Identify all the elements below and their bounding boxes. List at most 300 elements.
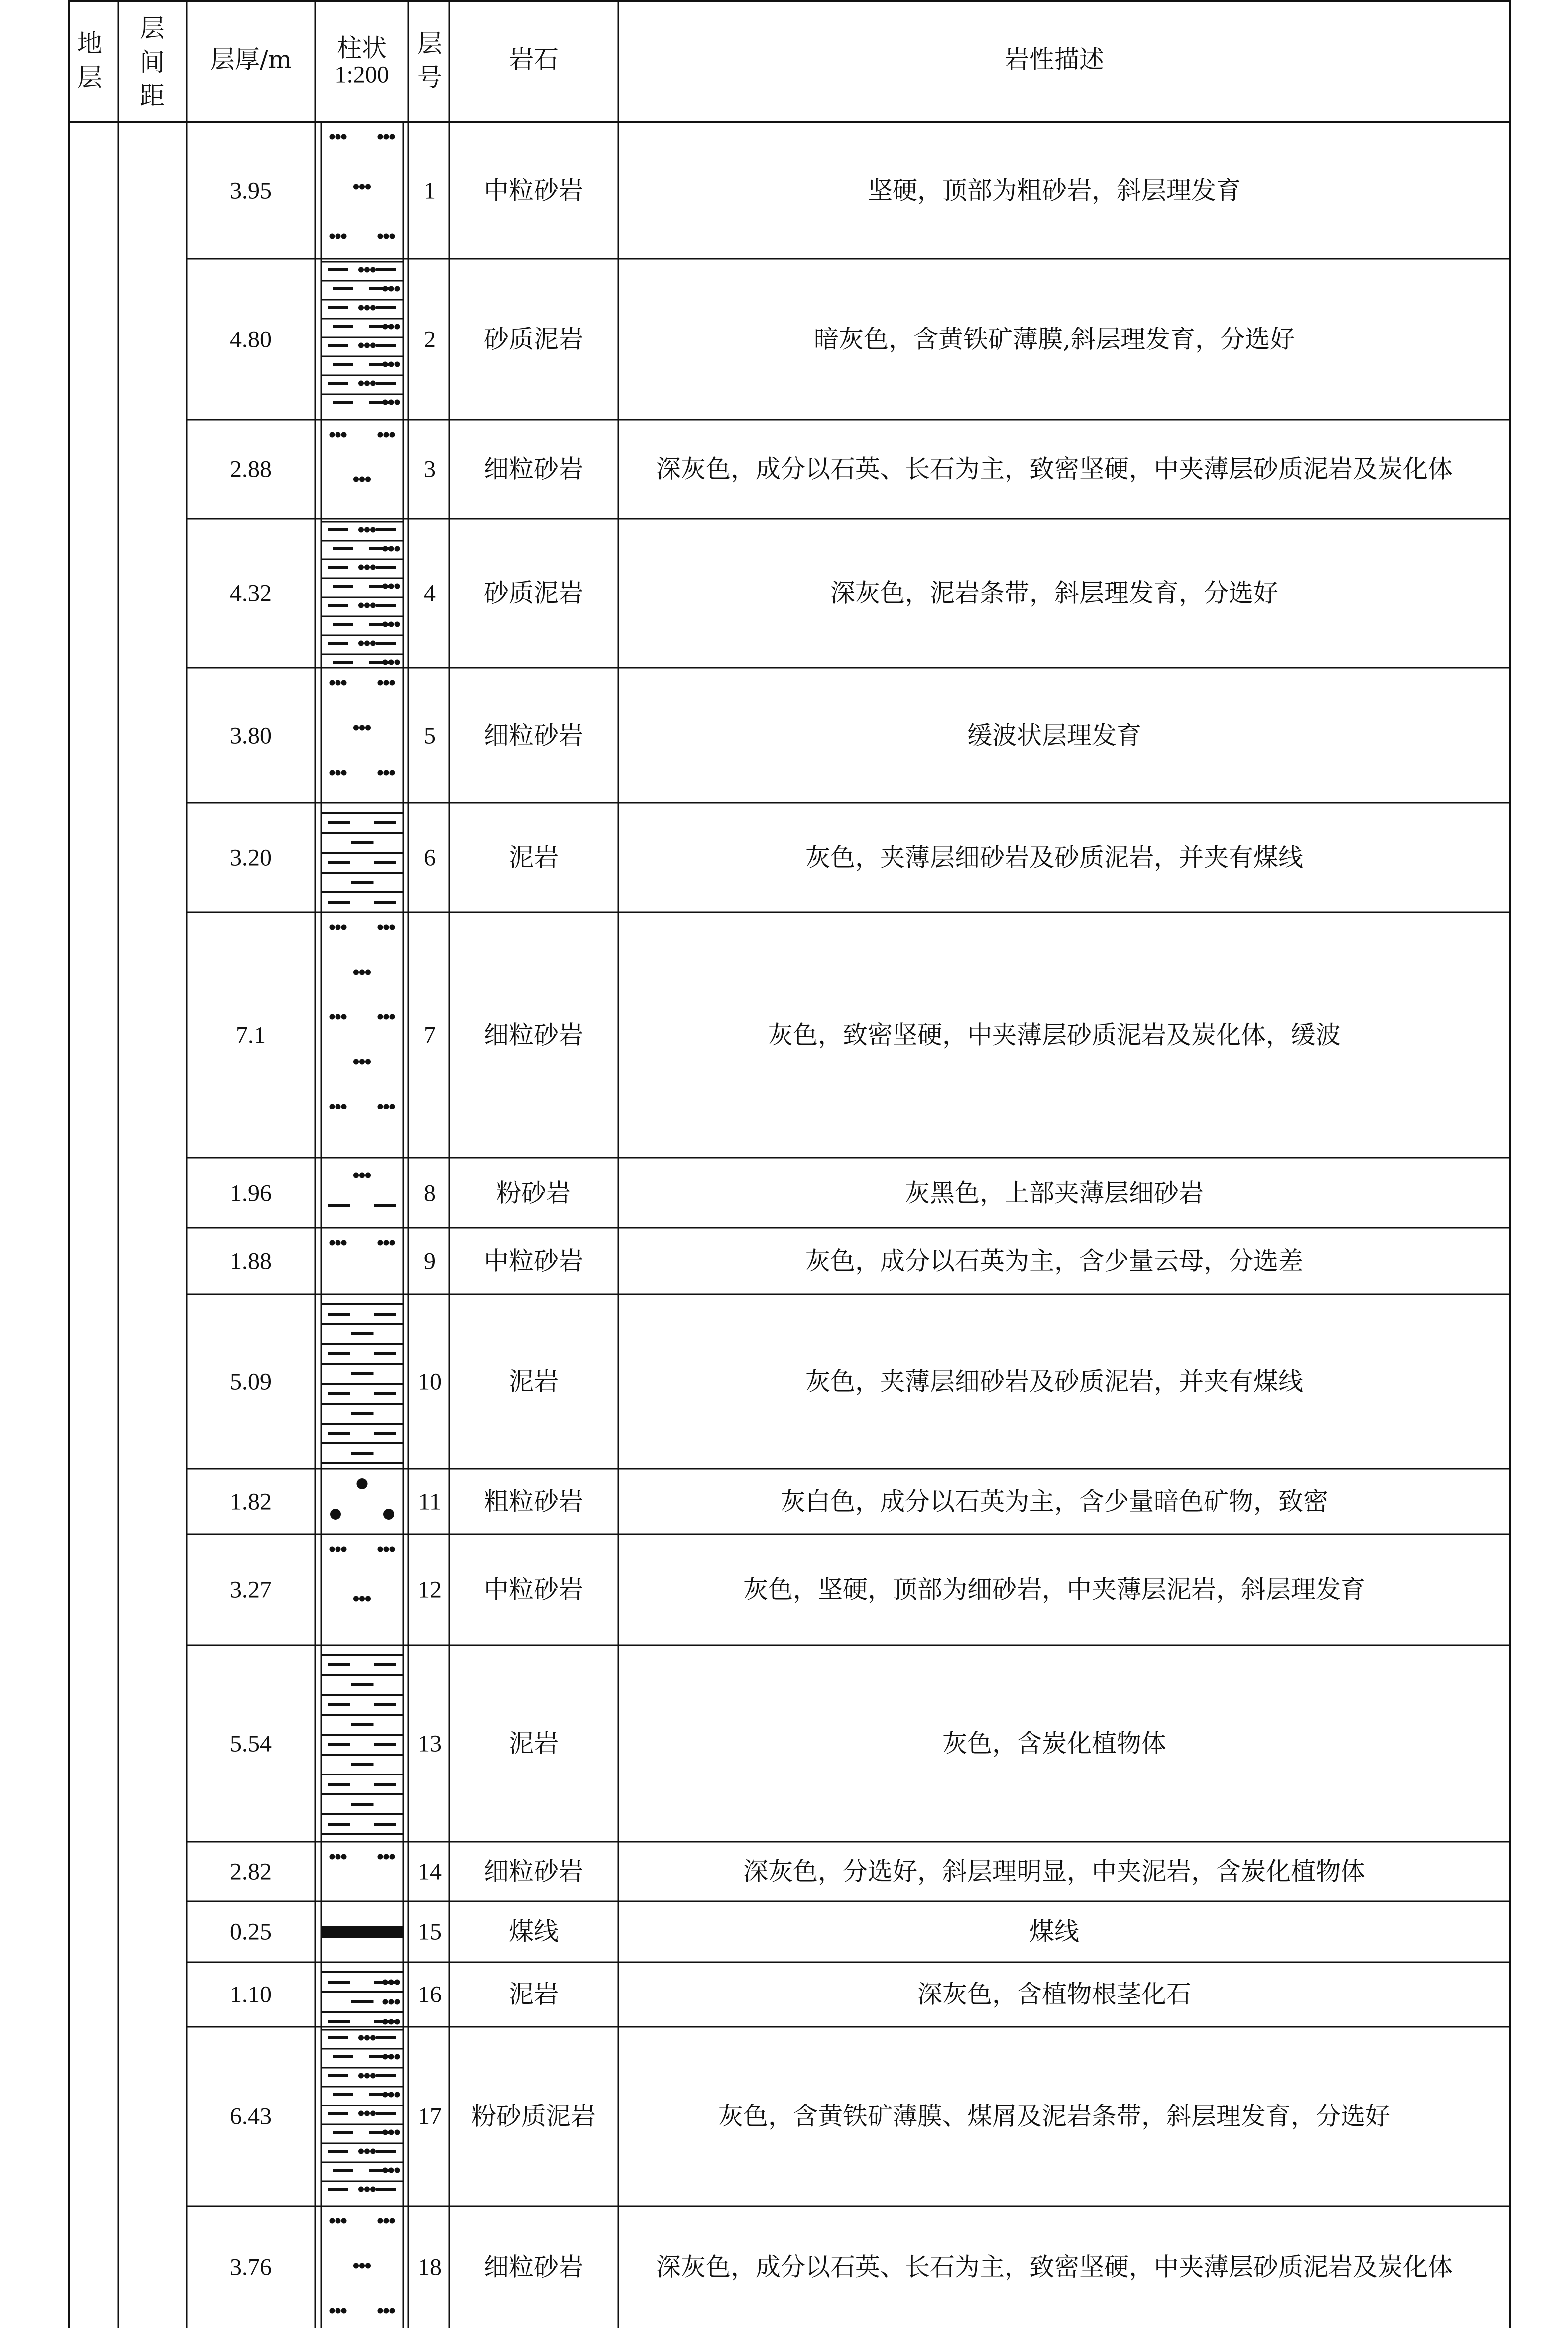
pattern-silty-mudstone-17: [383, 2054, 388, 2060]
cell-description: 灰色，含炭化植物体: [942, 1728, 1166, 1758]
pattern-mudstone-10: [374, 1432, 396, 1435]
cell-thickness: 1.88: [230, 1247, 272, 1274]
cell-rock: 泥岩: [509, 1980, 559, 2009]
pattern-silty-mudstone-17: [376, 2036, 396, 2039]
cell-rock: 粉砂质泥岩: [471, 2102, 596, 2131]
pattern-siltstone-8: [365, 1173, 371, 1178]
pattern-fine-sandstone-3: [359, 477, 365, 482]
pattern-sandy-mudstone-b-4: [328, 642, 348, 645]
pattern-coarse-sandstone-11: [330, 1509, 341, 1520]
pattern-sandy-mudstone-2: [358, 267, 364, 273]
pattern-fine-sandstone-18: [341, 2308, 347, 2314]
pattern-sandy-mudstone-2: [333, 325, 353, 328]
pattern-silty-mudstone-17: [328, 2074, 348, 2077]
pattern-silty-mudstone-17: [376, 2188, 396, 2191]
pattern-sandy-mudstone-2: [376, 268, 396, 271]
pattern-sandy-mudstone-b-4: [376, 604, 396, 607]
pattern-fine-sandstone-7: [390, 1104, 395, 1109]
pattern-fine-sandstone-18: [365, 2263, 371, 2269]
cell-layer-no: 4: [424, 580, 436, 607]
cell-rock: 煤线: [509, 1917, 559, 1946]
pattern-silty-mudstone-17: [370, 2035, 376, 2041]
cell-thickness: 1.82: [230, 1488, 272, 1515]
header-column: 柱状: [337, 33, 387, 63]
pattern-silty-mudstone-17: [376, 2112, 396, 2115]
pattern-fine-sandstone-5: [384, 680, 389, 686]
cell-description: 灰色，成分以石英为主，含少量云母，分选差: [805, 1246, 1303, 1275]
pattern-fine-sandstone-7: [330, 925, 335, 930]
pattern-sandy-mudstone-2: [358, 343, 364, 348]
cell-layer-no: 7: [424, 1021, 436, 1048]
pattern-silty-mudstone-17: [333, 2055, 353, 2058]
pattern-medium-sandstone-1: [353, 184, 359, 190]
pattern-fine-sandstone-3: [365, 477, 371, 482]
pattern-sandy-mudstone-b-4: [370, 527, 376, 533]
pattern-silty-mudstone-17: [395, 2054, 400, 2060]
pattern-fine-sandstone-7: [353, 970, 359, 975]
pattern-fine-sandstone-18: [378, 2308, 383, 2314]
pattern-fine-sandstone-7: [384, 1104, 389, 1109]
pattern-mudstone-dotted-16: [351, 2000, 374, 2003]
pattern-fine-sandstone-7: [341, 925, 347, 930]
pattern-medium-sandstone-1: [384, 134, 389, 140]
pattern-fine-sandstone-7: [330, 1014, 335, 1020]
pattern-sandy-mudstone-b-4: [358, 527, 364, 533]
pattern-mudstone-13: [374, 1783, 396, 1786]
pattern-medium-sandstone-12: [359, 1596, 365, 1602]
cell-layer-no: 18: [418, 2253, 442, 2280]
cell-layer-no: 5: [424, 722, 436, 749]
cell-description: 灰白色，成分以石英为主，含少量暗色矿物，致密: [781, 1486, 1328, 1516]
pattern-sandy-mudstone-2: [364, 305, 370, 311]
pattern-mudstone-dotted-16: [389, 1980, 394, 1985]
pattern-silty-mudstone-17: [328, 2188, 348, 2191]
pattern-fine-sandstone-5: [359, 725, 365, 731]
pattern-fine-sandstone-3: [341, 432, 347, 438]
pattern-mudstone-10: [351, 1452, 374, 1455]
cell-rock: 粗粒砂岩: [484, 1486, 583, 1516]
pattern-sandy-mudstone-2: [328, 344, 348, 347]
pattern-silty-mudstone-17: [376, 2150, 396, 2153]
cell-thickness: 1.10: [230, 1981, 272, 2008]
pattern-fine-sandstone-18: [330, 2218, 335, 2224]
pattern-fine-sandstone-7: [384, 1014, 389, 1020]
pattern-sandy-mudstone-2: [328, 306, 348, 309]
pattern-silty-mudstone-17: [383, 2130, 388, 2135]
cell-layer-no: 10: [418, 1368, 442, 1395]
pattern-silty-mudstone-17: [328, 2112, 348, 2115]
cell-thickness: 2.82: [230, 1858, 272, 1885]
pattern-fine-sandstone-3: [378, 432, 383, 438]
pattern-silty-mudstone-17: [389, 2130, 394, 2135]
cell-layer-no: 15: [418, 1918, 442, 1945]
pattern-sandy-mudstone-2: [328, 382, 348, 385]
pattern-medium-sandstone-12: [336, 1547, 341, 1552]
pattern-sandy-mudstone-2: [376, 306, 396, 309]
cell-layer-no: 17: [418, 2103, 442, 2130]
cell-description: 深灰色，分选好，斜层理明显，中夹泥岩，含炭化植物体: [743, 1857, 1365, 1886]
pattern-mudstone-6: [351, 881, 374, 884]
pattern-fine-sandstone-18: [336, 2218, 341, 2224]
pattern-sandy-mudstone-b-4: [389, 660, 394, 665]
header-description: 岩性描述: [1005, 45, 1104, 74]
cell-description: 煤线: [1029, 1917, 1079, 1946]
pattern-sandy-mudstone-b-4: [358, 603, 364, 608]
pattern-coal-15: [321, 1926, 403, 1938]
pattern-medium-sandstone-12: [390, 1547, 395, 1552]
pattern-fine-sandstone-3: [336, 432, 341, 438]
pattern-fine-sandstone-5: [341, 770, 347, 776]
pattern-silty-mudstone-17: [389, 2168, 394, 2173]
cell-description: 灰色，夹薄层细砂岩及砂质泥岩，并夹有煤线: [805, 1366, 1303, 1396]
cell-thickness: 3.95: [230, 177, 272, 204]
pattern-silty-mudstone-17: [364, 2111, 370, 2116]
pattern-mudstone-13: [351, 1763, 374, 1766]
pattern-fine-sandstone-7: [330, 1104, 335, 1109]
pattern-sandy-mudstone-b-4: [395, 584, 400, 589]
pattern-siltstone-8: [359, 1173, 365, 1178]
pattern-mudstone-6: [374, 901, 396, 904]
cell-description: 深灰色，含植物根茎化石: [917, 1980, 1191, 2009]
pattern-mudstone-dotted-16: [383, 1980, 388, 1985]
pattern-silty-mudstone-17: [383, 2092, 388, 2098]
cell-description: 灰黑色，上部夹薄层细砂岩: [905, 1178, 1204, 1207]
cell-rock: 砂质泥岩: [484, 324, 583, 353]
pattern-fine-sandstone-18: [353, 2263, 359, 2269]
pattern-mudstone-13: [328, 1823, 350, 1826]
pattern-silty-mudstone-17: [383, 2168, 388, 2173]
pattern-mudstone-10: [351, 1332, 374, 1335]
pattern-mudstone-6: [374, 821, 396, 824]
pattern-medium-sandstone-12: [378, 1547, 383, 1552]
pattern-medium-sandstone-1: [341, 234, 347, 239]
cell-rock: 泥岩: [509, 1366, 559, 1396]
pattern-sandy-mudstone-2: [333, 401, 353, 404]
cell-rock: 粉砂岩: [496, 1178, 571, 1207]
pattern-fine-sandstone-5: [390, 770, 395, 776]
pattern-medium-sandstone-1: [384, 234, 389, 239]
pattern-sandy-mudstone-2: [370, 343, 376, 348]
pattern-fine-sandstone-5: [384, 770, 389, 776]
pattern-fine-sandstone-7: [336, 1104, 341, 1109]
pattern-fine-sandstone-3: [353, 477, 359, 482]
pattern-mudstone-13: [374, 1703, 396, 1706]
pattern-fine-sandstone-18: [359, 2263, 365, 2269]
pattern-sandy-mudstone-2: [364, 343, 370, 348]
pattern-silty-mudstone-17: [370, 2187, 376, 2192]
pattern-sandy-mudstone-b-4: [370, 565, 376, 570]
pattern-fine-sandstone-18: [384, 2218, 389, 2224]
pattern-mudstone-dotted-16: [383, 1999, 388, 2005]
pattern-medium-sandstone-9: [330, 1240, 335, 1246]
pattern-mudstone-13: [351, 1723, 374, 1726]
pattern-sandy-mudstone-2: [364, 381, 370, 386]
pattern-coarse-sandstone-11: [383, 1509, 394, 1520]
pattern-medium-sandstone-9: [390, 1240, 395, 1246]
pattern-sandy-mudstone-b-4: [383, 546, 388, 552]
cell-rock: 中粒砂岩: [484, 175, 583, 205]
pattern-medium-sandstone-12: [353, 1596, 359, 1602]
pattern-sandy-mudstone-b-4: [389, 546, 394, 552]
cell-layer-no: 11: [418, 1488, 442, 1515]
pattern-fine-sandstone-7: [353, 1059, 359, 1065]
pattern-sandy-mudstone-2: [383, 324, 388, 330]
pattern-silty-mudstone-17: [364, 2035, 370, 2041]
pattern-fine-sandstone-14: [330, 1854, 335, 1860]
cell-thickness: 5.54: [230, 1730, 272, 1757]
pattern-sandy-mudstone-b-4: [376, 642, 396, 645]
pattern-mudstone-13: [328, 1663, 350, 1666]
pattern-fine-sandstone-18: [336, 2308, 341, 2314]
pattern-sandy-mudstone-2: [376, 344, 396, 347]
pattern-fine-sandstone-5: [365, 725, 371, 731]
pattern-fine-sandstone-5: [353, 725, 359, 731]
cell-description: 深灰色，成分以石英、长石为主，致密坚硬，中夹薄层砂质泥岩及炭化体: [656, 2252, 1453, 2281]
cell-description: 深灰色，泥岩条带，斜层理发育，分选好: [830, 578, 1278, 608]
pattern-mudstone-10: [328, 1352, 350, 1355]
cell-description: 灰色，含黄铁矿薄膜、煤屑及泥岩条带，斜层理发育，分选好: [718, 2102, 1390, 2131]
pattern-medium-sandstone-12: [341, 1547, 347, 1552]
pattern-silty-mudstone-17: [333, 2131, 353, 2134]
pattern-fine-sandstone-7: [390, 1014, 395, 1020]
pattern-sandy-mudstone-2: [389, 400, 394, 405]
pattern-fine-sandstone-7: [384, 925, 389, 930]
pattern-mudstone-dotted-16: [383, 2019, 388, 2025]
pattern-fine-sandstone-7: [378, 925, 383, 930]
header-rock: 岩石: [509, 45, 559, 74]
pattern-silty-mudstone-17: [395, 2130, 400, 2135]
pattern-fine-sandstone-18: [390, 2218, 395, 2224]
cell-rock: 泥岩: [509, 1728, 559, 1758]
pattern-sandy-mudstone-b-4: [395, 546, 400, 552]
pattern-medium-sandstone-1: [341, 134, 347, 140]
pattern-silty-mudstone-17: [370, 2111, 376, 2116]
cell-rock: 细粒砂岩: [484, 1020, 583, 1049]
cell-thickness: 0.25: [230, 1918, 272, 1945]
pattern-sandy-mudstone-2: [358, 381, 364, 386]
cell-rock: 细粒砂岩: [484, 1857, 583, 1886]
pattern-sandy-mudstone-b-4: [358, 565, 364, 570]
pattern-fine-sandstone-18: [390, 2308, 395, 2314]
pattern-silty-mudstone-17: [389, 2092, 394, 2098]
pattern-mudstone-10: [328, 1313, 350, 1316]
pattern-sandy-mudstone-b-4: [383, 660, 388, 665]
pattern-medium-sandstone-12: [384, 1547, 389, 1552]
pattern-medium-sandstone-1: [336, 234, 341, 239]
cell-thickness: 3.27: [230, 1576, 272, 1603]
pattern-siltstone-8: [374, 1204, 396, 1207]
pattern-fine-sandstone-7: [336, 1014, 341, 1020]
cell-description: 深灰色，成分以石英、长石为主，致密坚硬，中夹薄层砂质泥岩及炭化体: [656, 454, 1453, 483]
pattern-silty-mudstone-17: [358, 2073, 364, 2079]
pattern-medium-sandstone-1: [330, 134, 335, 140]
pattern-fine-sandstone-5: [378, 680, 383, 686]
pattern-mudstone-13: [328, 1783, 350, 1786]
pattern-sandy-mudstone-2: [395, 400, 400, 405]
pattern-fine-sandstone-5: [378, 770, 383, 776]
pattern-silty-mudstone-17: [358, 2187, 364, 2192]
cell-thickness: 4.80: [230, 326, 272, 352]
pattern-medium-sandstone-12: [330, 1547, 335, 1552]
header-layer-no: 层号: [417, 29, 442, 92]
pattern-medium-sandstone-1: [378, 134, 383, 140]
pattern-mudstone-10: [328, 1392, 350, 1395]
pattern-fine-sandstone-18: [330, 2308, 335, 2314]
pattern-fine-sandstone-14: [336, 1854, 341, 1860]
cell-rock: 泥岩: [509, 843, 559, 872]
pattern-medium-sandstone-1: [330, 234, 335, 239]
cell-description: 暗灰色，含黄铁矿薄膜,斜层理发育，分选好: [814, 324, 1295, 353]
pattern-sandy-mudstone-2: [389, 286, 394, 292]
cell-rock: 细粒砂岩: [484, 454, 583, 483]
pattern-fine-sandstone-14: [390, 1854, 395, 1860]
pattern-fine-sandstone-5: [390, 680, 395, 686]
pattern-sandy-mudstone-b-4: [358, 641, 364, 646]
pattern-medium-sandstone-1: [359, 184, 365, 190]
cell-thickness: 1.96: [230, 1179, 272, 1206]
pattern-fine-sandstone-5: [336, 680, 341, 686]
pattern-fine-sandstone-7: [359, 1059, 365, 1065]
pattern-silty-mudstone-17: [333, 2093, 353, 2096]
pattern-mudstone-13: [328, 1703, 350, 1706]
cell-thickness: 7.1: [236, 1021, 266, 1048]
cell-layer-no: 9: [424, 1247, 436, 1274]
cell-description: 坚硬，顶部为粗砂岩，斜层理发育: [868, 175, 1241, 205]
pattern-sandy-mudstone-b-4: [333, 547, 353, 550]
pattern-mudstone-dotted-16: [389, 2019, 394, 2025]
cell-thickness: 3.76: [230, 2253, 272, 2280]
pattern-mudstone-dotted-16: [395, 1999, 400, 2005]
pattern-silty-mudstone-17: [358, 2035, 364, 2041]
pattern-mudstone-10: [374, 1392, 396, 1395]
pattern-mudstone-13: [351, 1803, 374, 1806]
cell-description: 灰色，坚硬，顶部为细砂岩，中夹薄层泥岩，斜层理发育: [743, 1574, 1365, 1604]
cell-rock: 细粒砂岩: [484, 2252, 583, 2281]
cell-thickness: 2.88: [230, 455, 272, 482]
cell-rock: 细粒砂岩: [484, 720, 583, 750]
pattern-sandy-mudstone-2: [395, 286, 400, 292]
pattern-mudstone-10: [328, 1432, 350, 1435]
pattern-sandy-mudstone-b-4: [376, 566, 396, 569]
pattern-fine-sandstone-5: [341, 680, 347, 686]
pattern-fine-sandstone-7: [390, 925, 395, 930]
pattern-mudstone-dotted-16: [389, 1999, 394, 2005]
pattern-fine-sandstone-3: [384, 432, 389, 438]
pattern-fine-sandstone-14: [378, 1854, 383, 1860]
pattern-sandy-mudstone-b-4: [389, 622, 394, 627]
pattern-fine-sandstone-7: [365, 1059, 371, 1065]
pattern-sandy-mudstone-2: [370, 305, 376, 311]
pattern-fine-sandstone-14: [384, 1854, 389, 1860]
cell-layer-no: 2: [424, 326, 436, 352]
pattern-silty-mudstone-17: [358, 2111, 364, 2116]
cell-layer-no: 16: [418, 1981, 442, 2008]
pattern-fine-sandstone-7: [378, 1104, 383, 1109]
pattern-sandy-mudstone-2: [333, 363, 353, 366]
pattern-sandy-mudstone-2: [389, 362, 394, 367]
pattern-sandy-mudstone-b-4: [328, 604, 348, 607]
pattern-siltstone-8: [353, 1173, 359, 1178]
pattern-fine-sandstone-18: [341, 2218, 347, 2224]
pattern-sandy-mudstone-b-4: [333, 585, 353, 588]
pattern-sandy-mudstone-b-4: [383, 622, 388, 627]
pattern-medium-sandstone-1: [365, 184, 371, 190]
cell-layer-no: 13: [418, 1730, 442, 1757]
pattern-sandy-mudstone-2: [383, 286, 388, 292]
pattern-sandy-mudstone-2: [389, 324, 394, 330]
pattern-sandy-mudstone-2: [383, 362, 388, 367]
pattern-sandy-mudstone-2: [383, 400, 388, 405]
pattern-fine-sandstone-7: [365, 970, 371, 975]
header-scale: 1:200: [335, 61, 389, 88]
pattern-silty-mudstone-17: [395, 2168, 400, 2173]
pattern-sandy-mudstone-2: [328, 268, 348, 271]
pattern-medium-sandstone-9: [384, 1240, 389, 1246]
cell-thickness: 5.09: [230, 1368, 272, 1395]
cell-thickness: 6.43: [230, 2103, 272, 2130]
pattern-sandy-mudstone-b-4: [383, 584, 388, 589]
cell-rock: 砂质泥岩: [484, 578, 583, 608]
pattern-fine-sandstone-7: [359, 970, 365, 975]
pattern-medium-sandstone-1: [336, 134, 341, 140]
pattern-fine-sandstone-7: [341, 1104, 347, 1109]
pattern-silty-mudstone-17: [370, 2149, 376, 2154]
cell-layer-no: 14: [418, 1858, 442, 1885]
pattern-fine-sandstone-5: [330, 770, 335, 776]
pattern-silty-mudstone-17: [370, 2073, 376, 2079]
header-stratum: 地层: [77, 29, 102, 92]
cell-thickness: 4.32: [230, 580, 272, 607]
pattern-fine-sandstone-7: [336, 925, 341, 930]
pattern-sandy-mudstone-2: [395, 324, 400, 330]
pattern-mudstone-dotted-16: [395, 2019, 400, 2025]
cell-description: 灰色，夹薄层细砂岩及砂质泥岩，并夹有煤线: [805, 843, 1303, 872]
cell-layer-no: 6: [424, 844, 436, 871]
pattern-sandy-mudstone-b-4: [395, 660, 400, 665]
pattern-sandy-mudstone-b-4: [395, 622, 400, 627]
pattern-fine-sandstone-7: [341, 1014, 347, 1020]
pattern-medium-sandstone-12: [365, 1596, 371, 1602]
pattern-mudstone-13: [328, 1743, 350, 1746]
pattern-fine-sandstone-3: [330, 432, 335, 438]
cell-layer-no: 3: [424, 455, 436, 482]
pattern-mudstone-13: [374, 1663, 396, 1666]
cell-description: 缓波状层理发育: [967, 720, 1141, 750]
pattern-sandy-mudstone-b-4: [364, 603, 370, 608]
cell-rock: 中粒砂岩: [484, 1574, 583, 1604]
pattern-silty-mudstone-17: [395, 2092, 400, 2098]
pattern-fine-sandstone-18: [378, 2218, 383, 2224]
pattern-mudstone-13: [374, 1743, 396, 1746]
pattern-sandy-mudstone-b-4: [364, 641, 370, 646]
header-thickness: 层厚/m: [210, 45, 292, 74]
pattern-sandy-mudstone-b-4: [370, 603, 376, 608]
pattern-medium-sandstone-9: [341, 1240, 347, 1246]
pattern-silty-mudstone-17: [364, 2073, 370, 2079]
pattern-sandy-mudstone-2: [395, 362, 400, 367]
pattern-mudstone-6: [374, 861, 396, 864]
pattern-sandy-mudstone-b-4: [328, 566, 348, 569]
pattern-mudstone-13: [374, 1823, 396, 1826]
pattern-silty-mudstone-17: [364, 2187, 370, 2192]
cell-thickness: 3.20: [230, 844, 272, 871]
pattern-mudstone-6: [328, 861, 350, 864]
pattern-sandy-mudstone-2: [333, 287, 353, 290]
pattern-medium-sandstone-1: [390, 134, 395, 140]
pattern-sandy-mudstone-b-4: [333, 623, 353, 626]
cell-thickness: 3.80: [230, 722, 272, 749]
pattern-medium-sandstone-9: [336, 1240, 341, 1246]
